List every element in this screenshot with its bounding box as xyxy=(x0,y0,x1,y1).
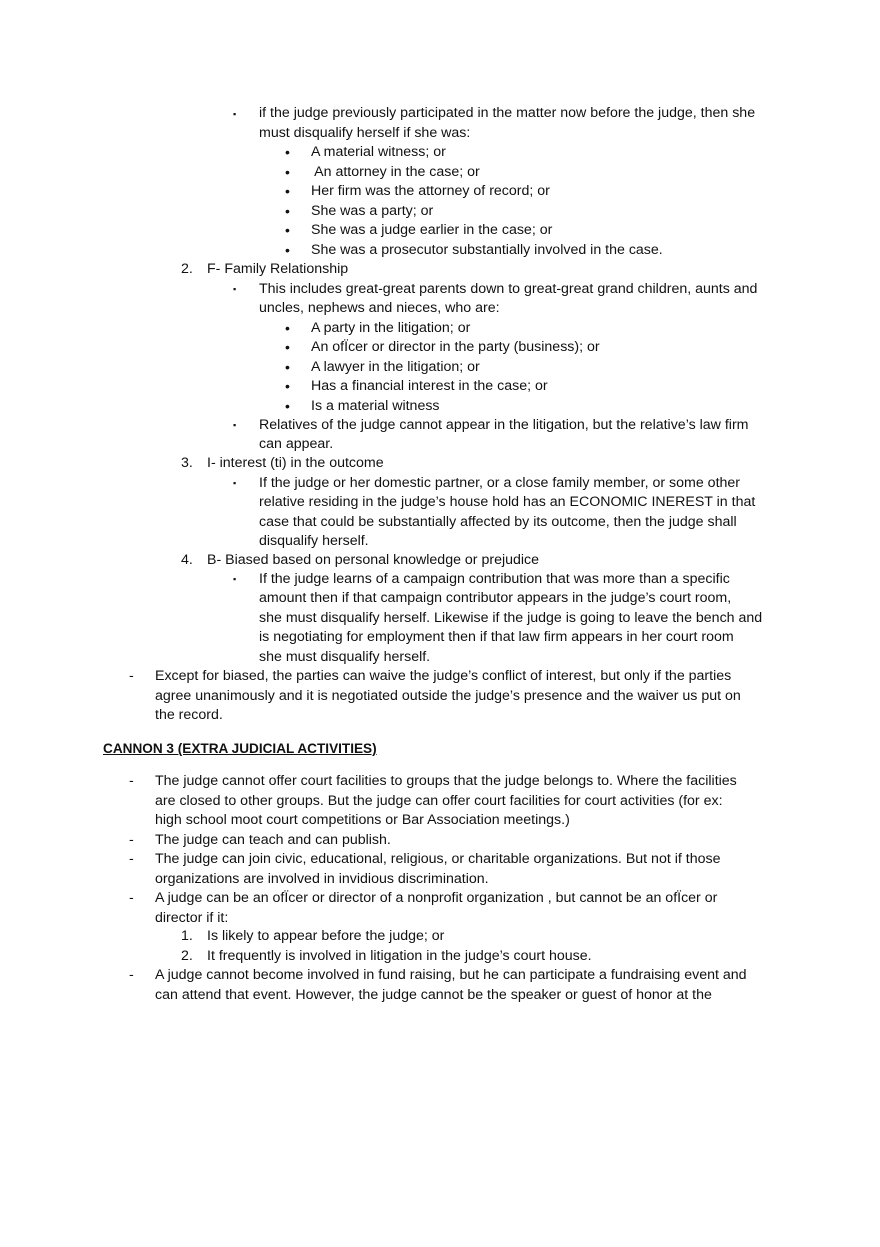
square-bullet-marker: ▪ xyxy=(233,109,237,119)
interest-line: case that could be substantially affected by its outcome, then the judge shall xyxy=(259,513,737,530)
family-intro-line: uncles, nephews and nieces, who are: xyxy=(259,300,500,316)
join-line: The judge can join civic, educational, religious, or charitable organizations. But not if those xyxy=(155,851,721,867)
waiver-line: agree unanimously and it is negotiated outside the judge’s presence and the waiver us put on xyxy=(155,687,741,704)
prior-participation-line: if the judge previously participated in the matter now before the judge, then she xyxy=(259,105,756,121)
dash-marker: - xyxy=(129,890,134,906)
biased-title: B- Biased based on personal knowledge or prejudice xyxy=(207,552,540,568)
bullet-marker: • xyxy=(285,358,290,375)
list-item: A material witness; or xyxy=(311,144,446,160)
relatives-line: Relatives of the judge cannot appear in the litigation, but the relative’s law firm xyxy=(259,416,749,433)
dash-marker: - xyxy=(129,967,134,983)
bullet-marker: • xyxy=(285,397,290,414)
family-relationship-title: F- Family Relationship xyxy=(207,261,349,277)
interest-line: relative residing in the judge’s house hold has an ECONOMIC INEREST in that xyxy=(259,494,756,510)
officer-line: director if it: xyxy=(155,909,229,926)
waiver-line: the record. xyxy=(155,707,223,723)
officer-condition: It frequently is involved in litigation in the judge’s court house. xyxy=(207,947,592,964)
list-item: An attorney in the case; or xyxy=(311,163,480,180)
list-item: A party in the litigation; or xyxy=(311,319,471,336)
prior-participation-line: must disqualify herself if she was: xyxy=(259,124,471,141)
facilities-line: are closed to other groups. But the judge can offer court facilities for court activities (for ex: xyxy=(155,792,723,809)
bullet-marker: • xyxy=(285,222,290,238)
facilities-line: high school moot court competitions or Bar Association meetings.) xyxy=(155,812,570,828)
facilities-line: The judge cannot offer court facilities to groups that the judge belongs to. Where the facilities xyxy=(155,773,737,789)
list-number: 4. xyxy=(181,552,193,568)
square-bullet-marker: ▪ xyxy=(233,574,237,584)
fundraising-line: can attend that event. However, the judge cannot be the speaker or guest of honor at the xyxy=(155,986,712,1003)
list-item: Is a material witness xyxy=(311,397,440,414)
list-item: She was a party; or xyxy=(311,202,434,219)
list-item: A lawyer in the litigation; or xyxy=(311,358,480,375)
list-number: 2. xyxy=(181,261,193,277)
list-number: 1. xyxy=(181,928,193,944)
list-item: An ofÏcer or director in the party (business); or xyxy=(311,339,600,355)
fundraising-line: A judge cannot become involved in fund raising, but he can participate a fundraising event and xyxy=(155,967,747,983)
relatives-line: can appear. xyxy=(259,436,334,452)
square-bullet-marker: ▪ xyxy=(233,420,237,430)
dash-marker: - xyxy=(129,851,134,867)
teach-line: The judge can teach and can publish. xyxy=(155,831,391,848)
biased-line: she must disqualify herself. Likewise if the judge is going to leave the bench and xyxy=(259,609,763,626)
bullet-marker: • xyxy=(285,144,290,160)
family-intro-line: This includes great-great parents down to great-great grand children, aunts and xyxy=(259,280,758,297)
bullet-marker: • xyxy=(285,319,290,336)
biased-line: is negotiating for employment then if that law firm appears in her court room xyxy=(259,629,734,645)
section-heading: CANNON 3 (EXTRA JUDICIAL ACTIVITIES) xyxy=(103,741,377,756)
square-bullet-marker: ▪ xyxy=(233,478,237,488)
biased-line: she must disqualify herself. xyxy=(259,648,431,665)
bullet-marker: • xyxy=(285,183,290,199)
interest-line: disqualify herself. xyxy=(259,533,369,549)
officer-line: A judge can be an ofÏcer or director of a nonprofit organization , but cannot be an ofÏcer or xyxy=(155,890,718,906)
bullet-marker: • xyxy=(285,202,290,219)
list-item: She was a judge earlier in the case; or xyxy=(311,222,553,238)
dash-marker: - xyxy=(129,773,134,789)
officer-condition: Is likely to appear before the judge; or xyxy=(207,928,445,944)
bullet-marker: • xyxy=(285,378,290,394)
list-item: Her firm was the attorney of record; or xyxy=(311,183,550,199)
list-number: 3. xyxy=(181,455,193,471)
join-line: organizations are involved in invidious discrimination. xyxy=(155,870,489,887)
biased-line: amount then if that campaign contributor appears in the judge’s court room, xyxy=(259,590,732,606)
dash-marker: - xyxy=(129,668,134,684)
interest-title: I- interest (ti) in the outcome xyxy=(207,455,384,471)
interest-line: If the judge or her domestic partner, or a close family member, or some other xyxy=(259,474,741,491)
biased-line: If the judge learns of a campaign contribution that was more than a specific xyxy=(259,570,730,587)
dash-marker: - xyxy=(129,831,134,848)
list-number: 2. xyxy=(181,947,193,964)
square-bullet-marker: ▪ xyxy=(233,284,237,294)
bullet-marker: • xyxy=(285,163,290,180)
list-item: Has a financial interest in the case; or xyxy=(311,378,548,394)
bullet-marker: • xyxy=(285,339,290,355)
waiver-line: Except for biased, the parties can waive the judge’s conflict of interest, but only if the parties xyxy=(155,668,732,684)
bullet-marker: • xyxy=(285,241,290,258)
list-item: She was a prosecutor substantially involved in the case. xyxy=(311,241,663,258)
